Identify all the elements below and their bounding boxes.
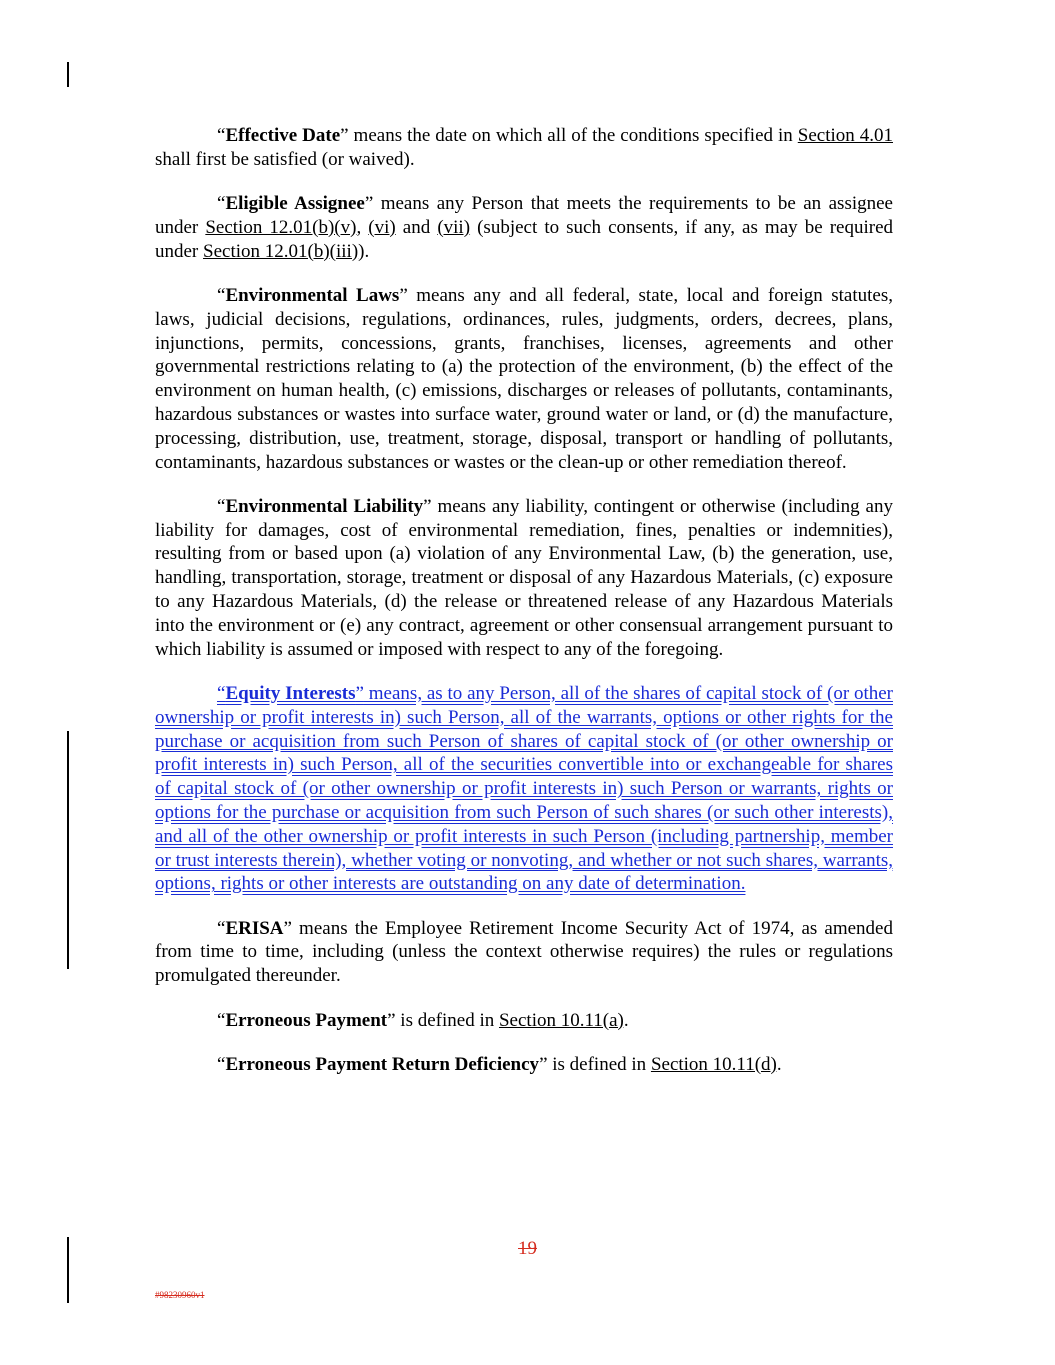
definition-paragraph	[155, 682, 893, 896]
definition-text: and	[395, 216, 438, 238]
page-number: 19	[518, 1238, 537, 1259]
definition-text: .	[776, 1053, 782, 1075]
section-reference: Section 12.01(b)(v)	[205, 216, 357, 238]
definition-text: ,	[356, 216, 369, 238]
definition-paragraph: “Effective Date” means the date on which all of the conditions specified in Section 4.01 shall first be satisfied (or waived).	[155, 125, 893, 170]
document-id: #98230960v1	[155, 1290, 205, 1300]
section-reference: Section 10.11(a)	[498, 1009, 624, 1031]
defined-term: Equity Interests	[225, 682, 356, 704]
section-reference: (vi)	[368, 216, 396, 238]
defined-term: Environmental Laws	[225, 284, 400, 306]
defined-term: Eligible Assignee	[225, 193, 365, 215]
definition-text: is defined in	[547, 1053, 651, 1075]
defined-term: Environmental Liability	[225, 495, 424, 517]
definition-text: is defined in	[395, 1009, 499, 1031]
change-bar-top	[67, 62, 69, 87]
change-bar-equity-interests	[67, 731, 69, 969]
definitions-body	[155, 124, 893, 1097]
definition-text: .	[623, 1009, 629, 1031]
definition-paragraph: “Environmental Liability” means any liability, contingent or otherwise (including any liability for damages, cost of environmental remediation, fines, penalties or indemnities), resulting from or based upon (a) violation of any Environmental Law, (b) the generation, use, handling, transportation, storage, treatment or disposal of any Hazardous Materials, (c) exposure to any Hazardous Materials, (d) the release or threatened release of any Hazardous Materials into the environment or (e) any contract, agreement or other consensual arrangement pursuant to which liability is assumed or imposed with respect to any of the foregoing.	[155, 495, 893, 660]
definition-text: shall first be satisfied (or waived).	[155, 148, 415, 170]
defined-term: Erroneous Payment	[225, 1009, 388, 1031]
definition-text: (subject to such consents, if any, as may be required under	[155, 216, 894, 262]
definition-text: means any Person that meets the requirements to be an assignee under	[155, 193, 893, 238]
definition-paragraph: “Environmental Laws” means any and all federal, state, local and foreign statutes, laws, judicial decisions, regulations, ordinances, rules, judgments, orders, decrees, plans, injunctions, permits, concessions, grants, franchises, licenses, agreements and other governmental restrictions relating to (a) the protection of the environment, (b) the effect of the environment on human health, (c) emissions, discharges or releases of pollutants, contaminants, hazardous substances or wastes into surface water, ground water or land, or (d) the manufacture, processing, distribution, use, treatment, storage, disposal, transport or handling of pollutants, contaminants, hazardous substances or wastes or the clean-up or other remediation thereof.	[155, 284, 893, 473]
definition-paragraph: “Erroneous Payment Return Deficiency” is defined in Section 10.11(d).	[217, 1053, 782, 1075]
definition-text: ).	[358, 240, 370, 262]
section-reference: Section 10.11(d)	[650, 1053, 777, 1075]
definition-paragraph: “Eligible Assignee” means any Person that meets the requirements to be an assignee under Section 12.01(b)(v), (vi) and (vii) (subject to such consents, if any, as may be required under Section 12.01(b)(iii)).	[155, 193, 894, 262]
section-reference: Section 4.01	[797, 125, 893, 146]
definition-paragraph: “Erroneous Payment” is defined in Section 10.11(a).	[217, 1009, 629, 1031]
defined-term: Effective Date	[225, 125, 341, 146]
defined-term: ERISA	[225, 917, 284, 939]
definition-paragraph: “ERISA” means the Employee Retirement Income Security Act of 1974, as amended from time to time, including (unless the context otherwise requires) the rules or regulations promulgated thereunder.	[155, 917, 893, 987]
defined-term: Erroneous Payment Return Deficiency	[225, 1053, 540, 1075]
section-reference: Section 12.01(b)(iii)	[203, 240, 359, 262]
definition-text: means any liability, contingent or otherwise (including any liability for damages, cost of environmental remediation, fines, penalties or indemnities), resulting from or based upon (a) violation of any Environmental Law, (b) the generation, use, handling, transportation, storage, treatment or disposal of any Hazardous Materials, (c) exposure to any Hazardous Materials, (d) the release or threatened release of any Hazardous Materials into the environment or (e) any contract, agreement or other consensual arrangement pursuant to which liability is assumed or imposed with respect to any of the foregoing.	[155, 495, 893, 660]
definition-text: means the Employee Retirement Income Security Act of 1974, as amended from time to time, including (unless the context otherwise requires) the rules or regulations promulgated thereunder.	[155, 917, 893, 987]
section-reference: (vii)	[437, 216, 471, 238]
definition-text: means the date on which all of the conditions specified in	[348, 125, 798, 146]
inserted-text: “Equity Interests” means, as to any Person, all of the shares of capital stock of (or other ownership or profit interests in) such Person, all of the warrants, options or other rights for the purchase or acquisition from such Person of shares of capital stock of (or other ownership or profit interests in) such Person, all of the securities convertible into or exchangeable for shares of capital stock of (or other ownership or profit interests in) such Person or warrants, rights or options for the purchase or acquisition from such Person of such shares (or such other interests), and all of the other ownership or profit interests in such Person (including partnership, member or trust interests therein), whether voting or nonvoting, and whether or not such shares, warrants, options, rights or other interests are outstanding on any date of determination.	[155, 682, 893, 895]
definition-text: means, as to any Person, all of the shares of capital stock of (or other ownership or profit interests in) such Person, all of the warrants, options or other rights for the purchase or acquisition from such Person of shares of capital stock of (or other ownership or profit interests in) such Person, all of the securities convertible into or exchangeable for shares of capital stock of (or other ownership or profit interests in) such Person or warrants, rights or options for the purchase or acquisition from such Person of such shares (or such other interests), and all of the other ownership or profit interests in such Person (including partnership, member or trust interests therein), whether voting or nonvoting, and whether or not such shares, warrants, options, rights or other interests are outstanding on any date of determination.	[155, 682, 893, 895]
definition-text: means any and all federal, state, local and foreign statutes, laws, judicial decisions, regulations, ordinances, rules, judgments, orders, decrees, plans, injunctions, permits, concessions, grants, franchises, licenses, agreements and other governmental restrictions relating to (a) the protection of the environment, (b) the effect of the environment on human health, (c) emissions, discharges or releases of pollutants, contaminants, hazardous substances or wastes into surface water, ground water or land, or (d) the manufacture, processing, distribution, use, treatment, storage, disposal, transport or handling of pollutants, contaminants, hazardous substances or wastes or the clean-up or other remediation thereof.	[155, 284, 893, 473]
